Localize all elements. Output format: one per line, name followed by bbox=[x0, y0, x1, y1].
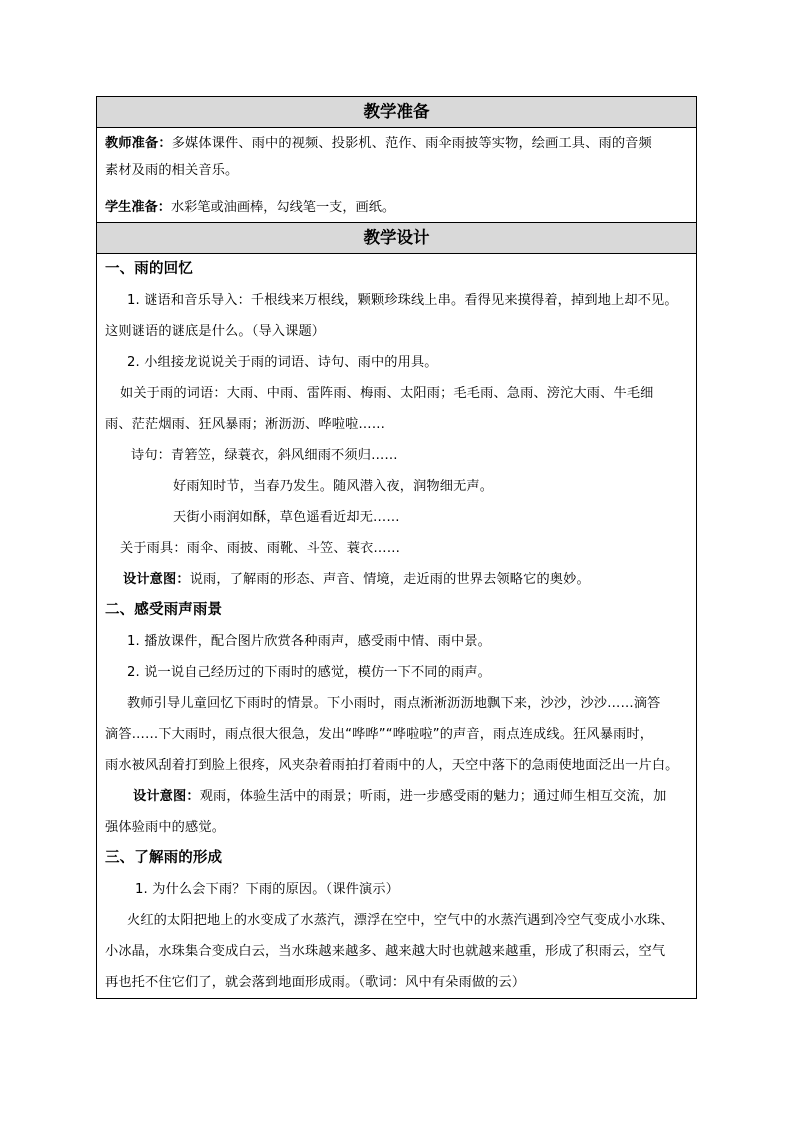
s2-intent-cont: 强体验雨中的感觉。 bbox=[105, 820, 226, 835]
design-header: 教学设计 bbox=[97, 223, 696, 254]
s3-paragraph: 1. 为什么会下雨？下雨的原因。（课件演示） bbox=[135, 882, 400, 897]
intent-text: 说雨，了解雨的形态、声音、情境，走近雨的世界去领略它的奥妙。 bbox=[189, 572, 590, 587]
s3-paragraph: 火红的太阳把地上的水变成了水蒸汽，漂浮在空中，空气中的水蒸汽遇到冷空气变成小水珠、 bbox=[127, 913, 674, 928]
s1-paragraph: 2. 小组接龙说说关于雨的词语、诗句、雨中的用具。 bbox=[127, 355, 438, 370]
teacher-prep bbox=[105, 130, 688, 157]
prep-section bbox=[97, 128, 696, 193]
s2-paragraph: 2. 说一说自己经历过的下雨时的感觉，模仿一下不同的雨声。 bbox=[127, 665, 491, 680]
s2-paragraph: 1. 播放课件，配合图片欣赏各种雨声，感受雨中情、雨中景。 bbox=[127, 634, 491, 649]
prep-header: 教学准备 bbox=[97, 97, 696, 128]
teacher-prep-label: 教师准备： bbox=[105, 136, 172, 151]
teacher-prep-text-2: 素材及雨的相关音乐。 bbox=[105, 163, 239, 178]
poem-line: 好雨知时节，当春乃发生。随风潜入夜，润物细无声。 bbox=[173, 479, 494, 494]
teacher-prep-text-1: 多媒体课件、雨中的视频、投影机、范作、雨伞雨披等实物，绘画工具、雨的音频 bbox=[171, 136, 652, 151]
s3-paragraph: 再也托不住它们了，就会落到地面形成雨。（歌词：风中有朵雨做的云） bbox=[105, 975, 526, 990]
s2-intent bbox=[105, 781, 688, 812]
intent-label: 设计意图： bbox=[133, 789, 200, 804]
student-prep bbox=[97, 193, 696, 223]
intent-text: 观雨，体验生活中的雨景；听雨，进一步感受雨的魅力；通过师生相互交流，加 bbox=[199, 789, 667, 804]
s2-paragraph: 教师引导儿童回忆下雨时的情景。下小雨时，雨点淅淅沥沥地飘下来，沙沙，沙沙……滴答 bbox=[127, 696, 661, 711]
s1-intent bbox=[105, 564, 688, 595]
s3-paragraph: 小冰晶，水珠集合变成白云，当水珠越来越多、越来越大时也就越来越重，形成了积雨云，空气 bbox=[105, 944, 666, 959]
s2-paragraph: 雨水被风刮着打到脸上很疼，风夹杂着雨拍打着雨中的人，天空中落下的急雨使地面泛出一片白。 bbox=[105, 758, 679, 773]
poem-line: 诗句：青箬笠，绿蓑衣，斜风细雨不须归…… bbox=[131, 448, 398, 463]
rain-tools: 关于雨具：雨伞、雨披、雨靴、斗笠、蓑衣…… bbox=[120, 541, 401, 556]
s1-paragraph: 雨、茫茫烟雨、狂风暴雨；淅沥沥、哗啦啦…… bbox=[105, 417, 386, 432]
student-prep-label: 学生准备： bbox=[105, 200, 171, 215]
section-1-title: 一、雨的回忆 bbox=[105, 261, 193, 277]
intent-label: 设计意图： bbox=[123, 572, 190, 587]
s2-paragraph: 滴答……下大雨时，雨点很大很急，发出“哗哗”“哗啦啦”的声音，雨点连成线。狂风暴雨时， bbox=[105, 727, 654, 742]
student-prep-text: 水彩笔或油画棒，勾线笔一支，画纸。 bbox=[170, 200, 396, 215]
section-3-title: 三、了解雨的形成 bbox=[105, 850, 223, 866]
section-2-title: 二、感受雨声雨景 bbox=[105, 602, 223, 618]
s1-paragraph: 这则谜语的谜底是什么。（导入课题） bbox=[105, 324, 326, 339]
lesson-table bbox=[96, 96, 697, 999]
poem-line: 天街小雨润如酥，草色遥看近却无…… bbox=[173, 510, 400, 525]
design-section bbox=[97, 254, 696, 998]
s1-paragraph: 1. 谜语和音乐导入：千根线来万根线，颗颗珍珠线上串。看得见来摸得着，掉到地上却不见。 bbox=[127, 293, 678, 308]
s1-paragraph: 如关于雨的词语：大雨、中雨、雷阵雨、梅雨、太阳雨；毛毛雨、急雨、滂沱大雨、牛毛细 bbox=[120, 386, 654, 401]
